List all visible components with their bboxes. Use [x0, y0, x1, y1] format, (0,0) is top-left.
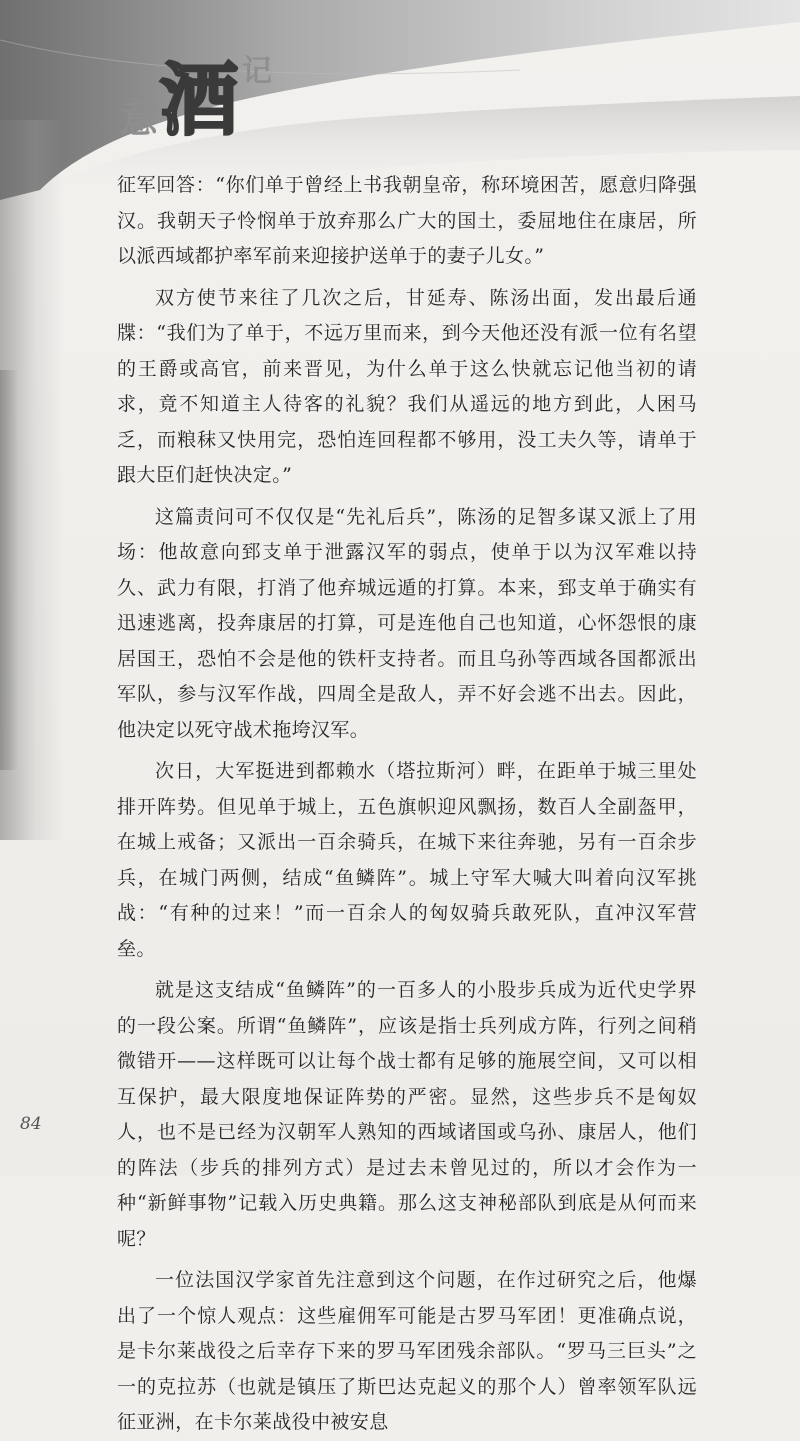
paragraph-6: 一位法国汉学家首先注意到这个问题，在作过研究之后，他爆出了一个惊人观点：这些雇佣军可能是古罗马军团！更准确点说，是卡尔莱战役之后幸存下来的罗马军团残余部队。“罗马三巨头”之一的克拉苏（也就是镇压了斯巴达克起义的那个人）曾率领军队远征亚洲，在卡尔莱战役中被安息	[117, 1269, 697, 1433]
page-number: 84	[20, 1114, 42, 1134]
left-margin-inner-shading	[0, 370, 18, 770]
paragraph-4: 次日，大军挺进到都赖水（塔拉斯河）畔，在距单于城三里处排开阵势。但见单于城上，五色旗帜迎风飘扬，数百人全副盔甲，在城上戒备；又派出一百余骑兵，在城下来往奔驰，另有一百余步兵，在城门两侧，结成“鱼鳞阵”。城上守军大喊大叫着向汉军挑战：“有种的过来！”而一百余人的匈奴骑兵敢死队，直冲汉军营垒。	[117, 760, 697, 960]
column-masthead	[112, 30, 312, 146]
masthead-char-yi: 意	[120, 96, 159, 141]
paragraph-2: 双方使节来往了几次之后，甘延寿、陈汤出面，发出最后通牒：“我们为了单于，不远万里而来，到今天他还没有派一位有名望的王爵或高官，前来晋见，为什么单于这么快就忘记他当初的请求，竟不知道主人待客的礼貌？我们从遥远的地方到此，人困马乏，而粮秣又快用完，恐怕连回程都不够用，没工夫久等，请单于跟大臣们赶快决定。”	[117, 286, 697, 486]
paragraph-3: 这篇责问可不仅仅是“先礼后兵”，陈汤的足智多谋又派上了用场：他故意向郅支单于泄露汉军的弱点，使单于以为汉军难以持久、武力有限，打消了他弃城远遁的打算。本来，郅支单于确实有迅速逃离，投奔康居的打算，可是连他自己也知道，心怀怨恨的康居国王，恐怕不会是他的铁杆支持者。而且乌孙等西域各国都派出军队，参与汉军作战，四周全是敌人，弄不好会逃不出去。因此，他决定以死守战术拖垮汉军。	[117, 505, 697, 741]
paragraph-1: 征军回答：“你们单于曾经上书我朝皇帝，称环境困苦，愿意归降强汉。我朝天子怜悯单于放弃那么广大的国土，委屈地住在康居，所以派西域都护率军前来迎接护送单于的妻子儿女。”	[117, 174, 697, 267]
article-body	[117, 168, 697, 1441]
paragraph-5: 就是这支结成“鱼鳞阵”的一百多人的小股步兵成为近代史学界的一段公案。所谓“鱼鳞阵”，应该是指士兵列成方阵，行列之间稍微错开——这样既可以让每个战士都有足够的施展空间，又可以相互保护，最大限度地保证阵势的严密。显然，这些步兵不是匈奴人，也不是已经为汉朝军人熟知的西域诸国或乌孙、康居人，他们的阵法（步兵的排列方式）是过去未曾见过的，所以才会作为一种“新鲜事物”记载入历史典籍。那么这支神秘部队到底是从何而来呢？	[117, 979, 697, 1250]
masthead-char-ji: 记	[242, 54, 272, 89]
left-margin-shading	[0, 120, 64, 840]
masthead-char-jiu: 酒	[160, 55, 239, 146]
